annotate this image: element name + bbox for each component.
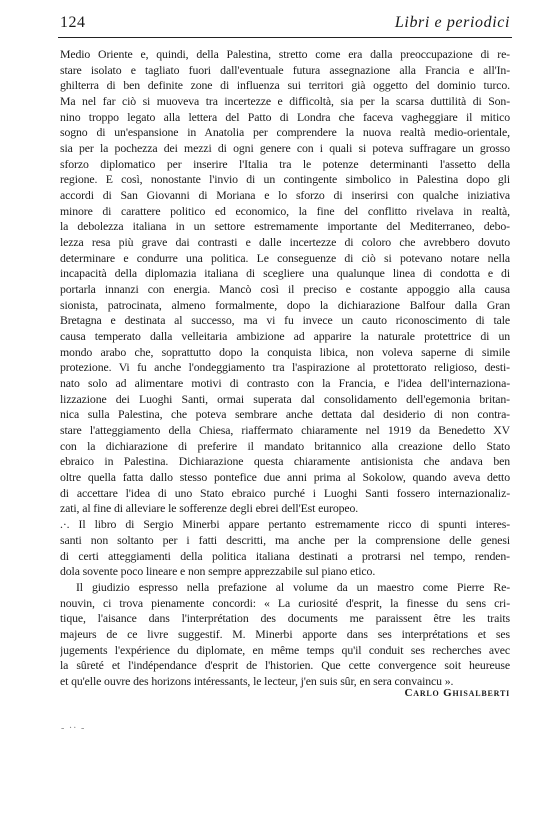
text-line: Medio Oriente e, quindi, della Palestina, stretto come era dalla preoccupazione di re- bbox=[60, 47, 510, 61]
text-line: la sûreté et l'indépendance d'esprit de l'historien. Que cette convergence soit heureuse bbox=[60, 658, 510, 673]
text-line: causa temperato dalla velleitaria ambizione ad apparire la naturale protettrice di un bbox=[60, 329, 510, 344]
running-head-title: Libri e periodici bbox=[394, 14, 510, 31]
header-rule bbox=[58, 37, 512, 38]
text-line: Ma nel far ciò si muoveva tra incertezze e difficoltà, sia per la scarsa duttilità di Son- bbox=[60, 94, 510, 109]
text-line: minore di carattere politico ed economico, la fine del conflitto rivelava in realtà, bbox=[60, 203, 510, 218]
text-line: accordi di San Giovanni di Moriana e lo sforzo di inserirsi con qualche iniziativa bbox=[60, 188, 510, 203]
review-signature: Carlo Ghisalberti bbox=[404, 687, 510, 699]
text-line: regione. E così, nonostante l'invio di un contingente simbolico in Palestina dopo gli bbox=[60, 172, 510, 187]
text-line: di accettare l'idea di uno Stato ebraico purché i Luoghi Santi fossero internazionaliz- bbox=[60, 485, 510, 500]
text-line: incapacità della diplomazia italiana di scegliere una qualunque linea di condotta e di bbox=[60, 266, 510, 281]
page-number: 124 bbox=[60, 14, 86, 31]
text-line: di certi atteggiamenti della politica italiana destinati a protrarsi nel tempo, renden- bbox=[60, 548, 510, 563]
text-line: protezione. Vi fu anche l'ondeggiamento tra l'aspirazione al protettorato religioso, desti- bbox=[60, 360, 510, 375]
text-line: Il giudizio espresso nella prefazione al volume da un maestro come Pierre Re- bbox=[76, 579, 510, 594]
text-line: stare l'atteggiamento della Chiesa, riaffermato chiaramente nel 1919 da Benedetto XV bbox=[60, 423, 510, 438]
text-line: Bretagna e destinata al successo, ma vi fu invece un cauto riconoscimento di tale bbox=[60, 313, 510, 328]
review-body bbox=[60, 47, 510, 690]
text-line: nica sulla Palestina, che poteva sembrare anche dettata dal desiderio di non contra- bbox=[60, 407, 510, 422]
text-line: sogno di un'espansione in Anatolia per comprendere la nuova realtà medio-orientale, bbox=[60, 125, 510, 140]
text-line: majeurs de ce livre suggestif. M. Minerbi apporte dans ses interprétations et ses bbox=[60, 626, 510, 641]
text-line: mondo arabo che, soprattutto dopo la conquista libica, non voleva saperne di simile bbox=[60, 344, 510, 359]
text-line: tique, l'aisance dans l'interprétation des documents me paraissent être les traits bbox=[60, 611, 510, 626]
text-line: zati, al fine di alleviare le sofferenze degli ebrei dell'Est europeo. bbox=[60, 501, 359, 516]
text-line: lezza resa più grave dai contrasti e dalle incertezze di coloro che avrebbero dovuto bbox=[60, 235, 510, 250]
text-line: portarla innanzi con energia. Mancò così il preciso e costante appoggio alla causa bbox=[60, 282, 510, 297]
text-line: con la dichiarazione di preferire il mandato britannico alla creazione dello Stato bbox=[60, 438, 510, 453]
text-line: ebraico in Palestina. Dichiarazione questa chiaramente antisionista che andava ben bbox=[60, 454, 510, 469]
text-line: .·. Il libro di Sergio Minerbi appare pertanto estremamente ricco di spunti interes- bbox=[60, 517, 510, 532]
text-line: dola sovente poco lineare e non sempre apprezzabile sul piano etico. bbox=[60, 564, 376, 579]
stray-mark: - ·· - bbox=[61, 723, 86, 734]
text-line: oltre quella fatta dallo stesso pontefice due anni prima al Sokolow, quando aveva detto bbox=[60, 470, 510, 485]
text-line: nato solo ad alimentare motivi di contrasto con la Francia, e l'idea dell'internaziona- bbox=[60, 376, 510, 391]
text-line: sia per la pochezza dei mezzi di ogni genere con i quali si poteva suffragare un grosso bbox=[60, 141, 510, 156]
text-line: nino troppo legato alla lettera del Patto di Londra che faceva vagheggiare il mitico bbox=[60, 109, 510, 124]
text-line: nouvin, ci trova pienamente concordi: « La curiosité d'esprit, la finesse du sens cri- bbox=[60, 595, 510, 610]
text-line: ghilterra di ben definite zone di influenza sui territori già oggetto del dominio turco. bbox=[60, 78, 510, 93]
text-line: lizzazione dei Luoghi Santi, ormai superata dal consolidamento dell'egemonia britan- bbox=[60, 391, 510, 406]
text-line: jugements l'expérience du diplomate, en même temps qu'il conduit ses recherches avec bbox=[60, 642, 510, 657]
text-line: stare isolato e tagliato fuori dall'eventuale futura assegnazione alla Francia e all'In- bbox=[60, 62, 510, 77]
text-line: et qu'elle ouvre des horizons intéressants, le lecteur, j'en suis sûr, en sera convaincu ». bbox=[60, 673, 454, 688]
text-line: la debolezza italiana in un settore estremamente importante del Mediterraneo, debo- bbox=[60, 219, 510, 234]
text-line: santi non soltanto per i fatti descritti, ma anche per la comprensione delle genesi bbox=[60, 532, 510, 547]
page-header bbox=[60, 14, 510, 34]
text-line: sforzo diplomatico per inserire l'Italia tra le potenze determinanti l'assetto della bbox=[60, 156, 510, 171]
text-line: sionista, patrocinata, almeno formalmente, dopo la dichiarazione Balfour dalla Gran bbox=[60, 297, 510, 312]
text-line: determinare e condurre una politica. Le conseguenze di ciò si potevano notare nella bbox=[60, 250, 510, 265]
